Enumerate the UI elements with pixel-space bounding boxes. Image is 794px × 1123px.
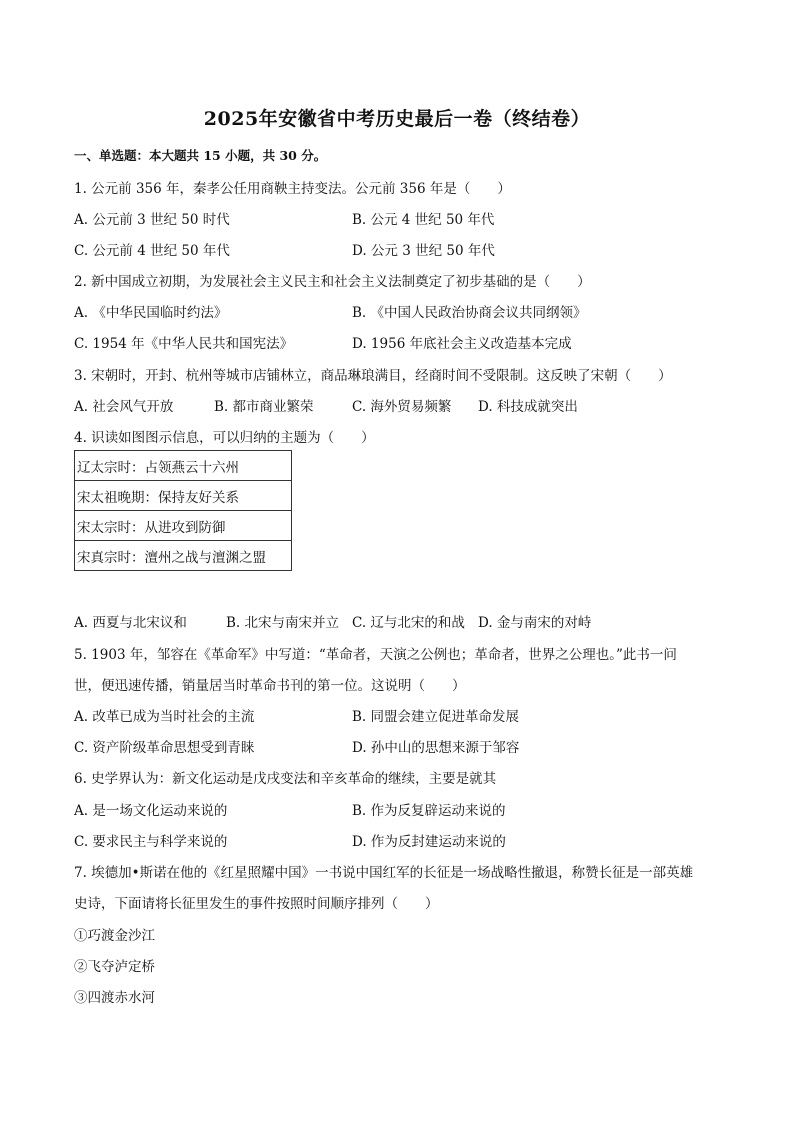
q3-option-d[interactable]: D. 科技成就突出 (478, 399, 578, 415)
question-1-stem: 1. 公元前 356 年，秦孝公任用商鞅主持变法。公元前 356 年是（ ） (74, 181, 511, 197)
question-7-stem-line-2: 史诗，下面请将长征里发生的事件按照时间顺序排列（ ） (74, 896, 439, 912)
question-3-stem: 3. 宋朝时，开封、杭州等城市店铺林立，商品琳琅满目，经商时间不受限制。这反映了宋朝（ ） (74, 368, 672, 384)
table-cell: 宋真宗时：澶州之战与澶渊之盟 (75, 541, 292, 571)
q5-option-d[interactable]: D. 孙中山的思想来源于邹容 (352, 740, 520, 756)
q1-option-c[interactable]: C. 公元前 4 世纪 50 年代 (74, 243, 230, 259)
question-5-stem-line-1: 5. 1903 年，邹容在《革命军》中写道：“革命者，天演之公例也；革命者，世界之公理也。”此书一问 (74, 647, 677, 663)
q6-option-a[interactable]: A. 是一场文化运动来说的 (74, 803, 228, 819)
q2-option-a[interactable]: A. 《中华民国临时约法》 (74, 305, 228, 321)
q4-option-d[interactable]: D. 金与南宋的对峙 (478, 615, 592, 631)
q2-option-d[interactable]: D. 1956 年底社会主义改造基本完成 (352, 336, 572, 352)
q4-option-a[interactable]: A. 西夏与北宋议和 (74, 615, 187, 631)
q1-option-a[interactable]: A. 公元前 3 世纪 50 时代 (74, 212, 230, 228)
q2-option-b[interactable]: B. 《中国人民政治协商会议共同纲领》 (352, 305, 587, 321)
section-heading: 一、单选题：本大题共 15 小题，共 30 分。 (74, 148, 327, 163)
q6-option-d[interactable]: D. 作为反封建运动来说的 (352, 834, 506, 850)
q2-option-c[interactable]: C. 1954 年《中华人民共和国宪法》 (74, 336, 294, 352)
q5-option-a[interactable]: A. 改革已成为当时社会的主流 (74, 709, 255, 725)
q1-option-d[interactable]: D. 公元 3 世纪 50 年代 (352, 243, 495, 259)
q3-option-a[interactable]: A. 社会风气开放 (74, 399, 174, 415)
question-7-item-1: ①巧渡金沙江 (74, 928, 155, 944)
question-4-info-table (74, 450, 292, 571)
table-cell: 宋太宗时：从进攻到防御 (75, 511, 292, 541)
q6-option-b[interactable]: B. 作为反复辟运动来说的 (352, 803, 506, 819)
q3-option-c[interactable]: C. 海外贸易频繁 (352, 399, 452, 415)
q6-option-c[interactable]: C. 要求民主与科学来说的 (74, 834, 228, 850)
question-4-stem: 4. 识读如图图示信息，可以归纳的主题为（ ） (74, 430, 375, 446)
question-7-item-3: ③四渡赤水河 (74, 990, 155, 1006)
q4-option-b[interactable]: B. 北宋与南宋并立 (226, 615, 340, 631)
question-7-item-2: ②飞夺泸定桥 (74, 959, 155, 975)
q5-option-b[interactable]: B. 同盟会建立促进革命发展 (352, 709, 520, 725)
table-cell: 宋太祖晚期：保持友好关系 (75, 481, 292, 511)
question-6-stem: 6. 史学界认为：新文化运动是戊戌变法和辛亥革命的继续，主要是就其 (74, 771, 497, 787)
exam-title: 2025年安徽省中考历史最后一卷（终结卷） (203, 108, 591, 130)
q5-option-c[interactable]: C. 资产阶级革命思想受到青睐 (74, 740, 255, 756)
question-5-stem-line-2: 世，便迅速传播，销量居当时革命书刊的第一位。这说明（ ） (74, 678, 466, 694)
q1-option-b[interactable]: B. 公元 4 世纪 50 年代 (352, 212, 495, 228)
question-2-stem: 2. 新中国成立初期，为发展社会主义民主和社会主义法制奠定了初步基础的是（ ） (74, 274, 591, 290)
q4-option-c[interactable]: C. 辽与北宋的和战 (352, 615, 465, 631)
table-cell: 辽太宗时：占领燕云十六州 (75, 451, 292, 481)
question-7-stem-line-1: 7. 埃德加•斯诺在他的《红星照耀中国》一书说中国红军的长征是一场战略性撤退，称赞长征是一部英雄 (74, 865, 694, 881)
q3-option-b[interactable]: B. 都市商业繁荣 (214, 399, 314, 415)
